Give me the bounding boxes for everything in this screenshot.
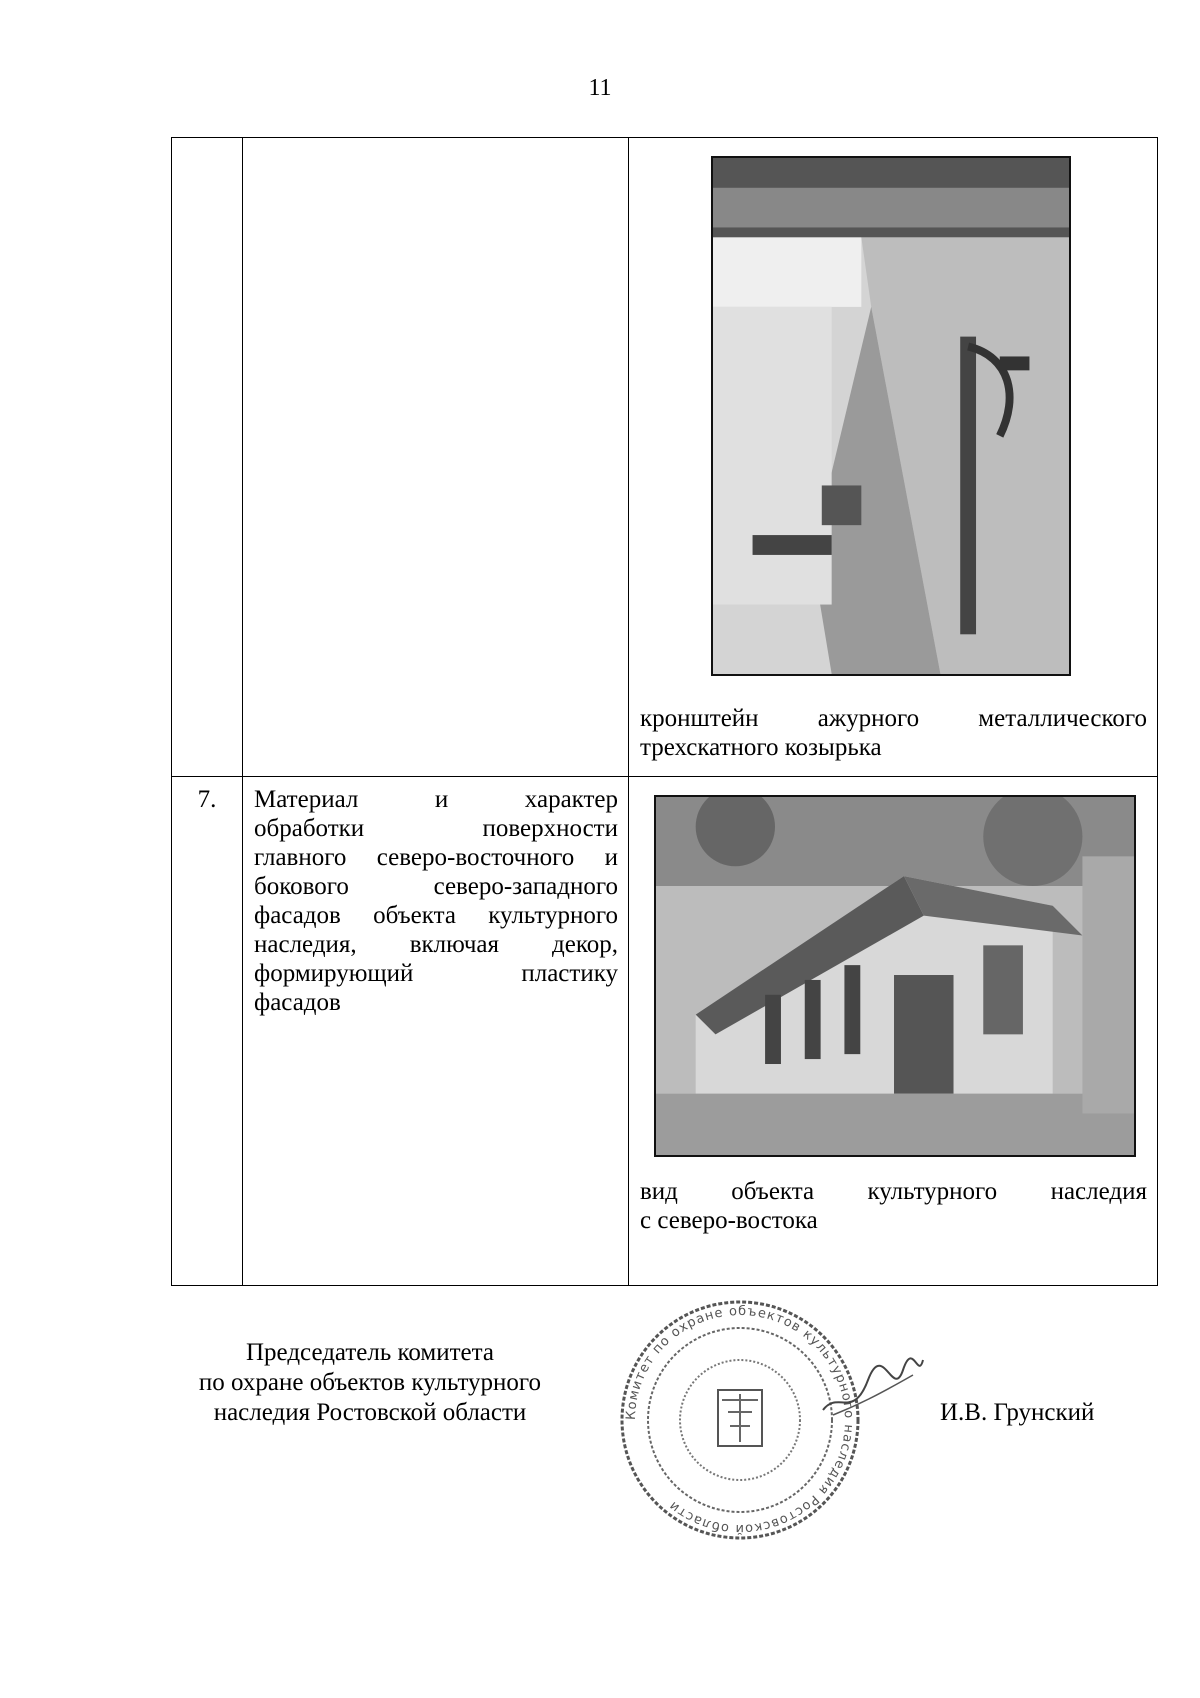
row-photo-cell (629, 138, 1158, 777)
caption-line: с северо-востока (640, 1207, 818, 1234)
bracket-photo (711, 156, 1071, 676)
description-line: фасадов объекта культурного (254, 902, 618, 929)
description-line: Материал и характер (254, 786, 618, 813)
description-line: бокового северо-западного (254, 873, 618, 900)
photo-caption (640, 1177, 1147, 1235)
objects-table (171, 137, 1158, 1286)
building-photo (654, 795, 1136, 1157)
row-photo-cell (629, 777, 1158, 1286)
caption-line: вид объекта культурного наследия (640, 1178, 1147, 1205)
handwritten-signature (818, 1350, 928, 1430)
description-line: фасадов (254, 989, 341, 1016)
signatory-title (170, 1338, 570, 1428)
row-description-cell (243, 777, 629, 1286)
description-line: наследия, включая декор, (254, 931, 618, 958)
photo-caption (640, 704, 1147, 762)
row-description-cell (243, 138, 629, 777)
table-row (172, 777, 1158, 1286)
signatory-title-line: по охране объектов культурного (198, 1369, 542, 1396)
description-line: формирующий пластику (254, 960, 618, 987)
caption-line: кронштейн ажурного металлического (640, 705, 1147, 732)
row-number-cell (172, 138, 243, 777)
signatory-title-line: наследия Ростовской области (213, 1399, 527, 1426)
description-line: главного северо-восточного и (254, 844, 618, 871)
description-line: обработки поверхности (254, 815, 618, 842)
page-number: 11 (588, 75, 612, 101)
row-number-cell: 7. (172, 777, 243, 1286)
signatory-title-line: Председатель комитета (246, 1339, 494, 1366)
signatory-name: И.В. Грунский (940, 1399, 1095, 1426)
caption-line: трехскатного козырька (640, 734, 882, 761)
stamp-text: Комитет по охране объектов культурного наследия Ростовской области (623, 1303, 857, 1537)
table-row (172, 138, 1158, 777)
